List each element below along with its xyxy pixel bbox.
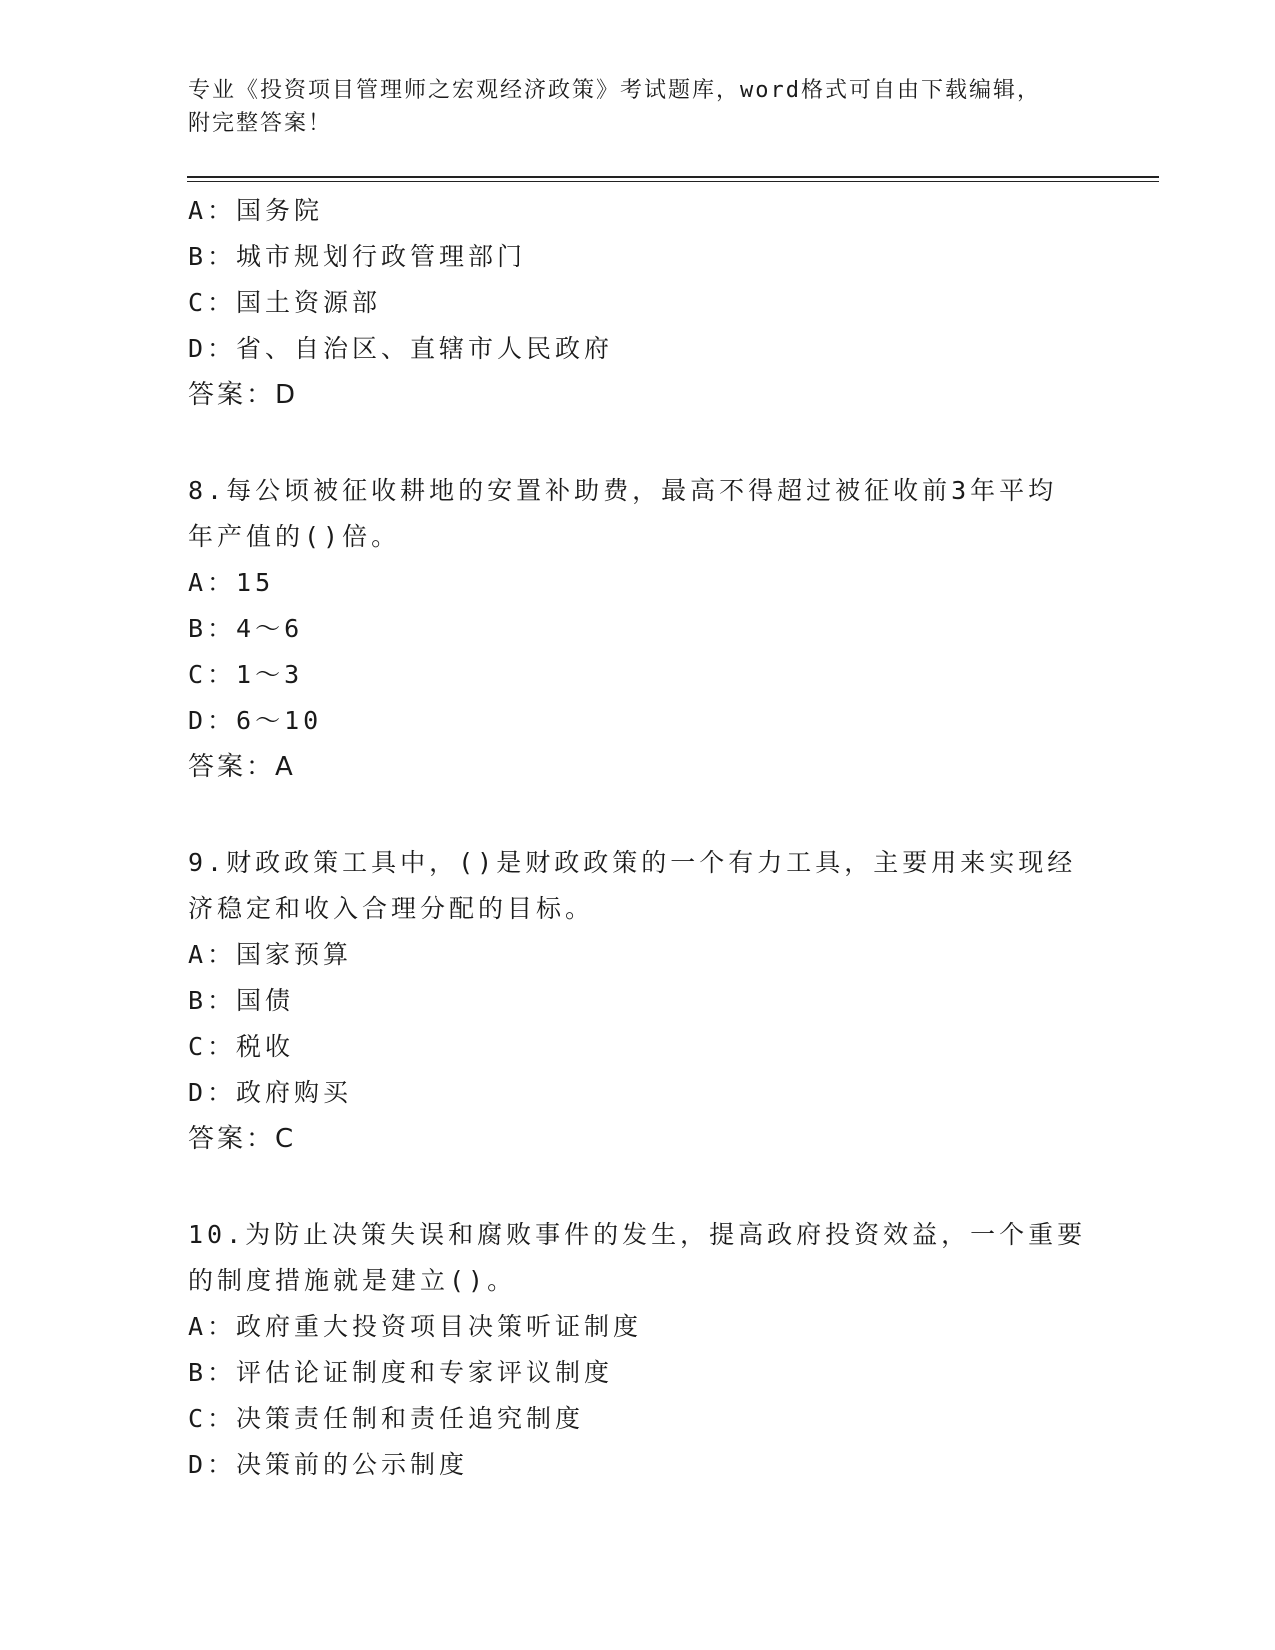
question-block bbox=[188, 840, 1088, 1162]
question-stem-line-2: 年产值的()倍。 bbox=[188, 522, 401, 551]
question-block bbox=[188, 1212, 1088, 1488]
header-divider bbox=[187, 176, 1159, 182]
option-d: D：省、自治区、直辖市人民政府 bbox=[188, 334, 614, 363]
question-block bbox=[188, 468, 1088, 790]
option-b: B：城市规划行政管理部门 bbox=[188, 242, 527, 271]
option-b: B：4～6 bbox=[188, 614, 304, 643]
answer-line: 答案：D bbox=[188, 380, 299, 410]
option-a: A：政府重大投资项目决策听证制度 bbox=[188, 1312, 643, 1341]
question-stem-line-1: 8.每公顷被征收耕地的安置补助费，最高不得超过被征收前3年平均 bbox=[188, 476, 1058, 505]
option-a: A：国家预算 bbox=[188, 940, 353, 969]
question-stem-line-1: 10.为防止决策失误和腐败事件的发生，提高政府投资效益，一个重要 bbox=[188, 1220, 1087, 1249]
question-stem-line-1: 9.财政政策工具中，()是财政政策的一个有力工具，主要用来实现经 bbox=[188, 848, 1077, 877]
header-line-1: 专业《投资项目管理师之宏观经济政策》考试题库，word格式可自由下载编辑， bbox=[188, 78, 1041, 103]
question-stem-line-2: 济稳定和收入合理分配的目标。 bbox=[188, 894, 595, 923]
option-a: A：15 bbox=[188, 568, 275, 597]
option-c: C：税收 bbox=[188, 1032, 295, 1061]
question-spacer bbox=[188, 418, 1088, 468]
header-line-2: 附完整答案！ bbox=[188, 111, 333, 136]
option-b: B：国债 bbox=[188, 986, 295, 1015]
question-stem-line-2: 的制度措施就是建立()。 bbox=[188, 1266, 517, 1295]
option-a: A：国务院 bbox=[188, 196, 324, 225]
option-d: D：决策前的公示制度 bbox=[188, 1450, 469, 1479]
option-c: C：国土资源部 bbox=[188, 288, 382, 317]
option-d: D：政府购买 bbox=[188, 1078, 353, 1107]
question-list bbox=[188, 188, 1088, 1488]
option-c: C：决策责任制和责任追究制度 bbox=[188, 1404, 585, 1433]
option-d: D：6～10 bbox=[188, 706, 323, 735]
document-header bbox=[188, 74, 1088, 140]
answer-line: 答案：C bbox=[188, 1124, 297, 1154]
question-spacer bbox=[188, 790, 1088, 840]
option-c: C：1～3 bbox=[188, 660, 304, 689]
question-spacer bbox=[188, 1162, 1088, 1212]
answer-line: 答案：A bbox=[188, 752, 296, 782]
option-b: B：评估论证制度和专家评议制度 bbox=[188, 1358, 614, 1387]
question-block bbox=[188, 188, 1088, 418]
